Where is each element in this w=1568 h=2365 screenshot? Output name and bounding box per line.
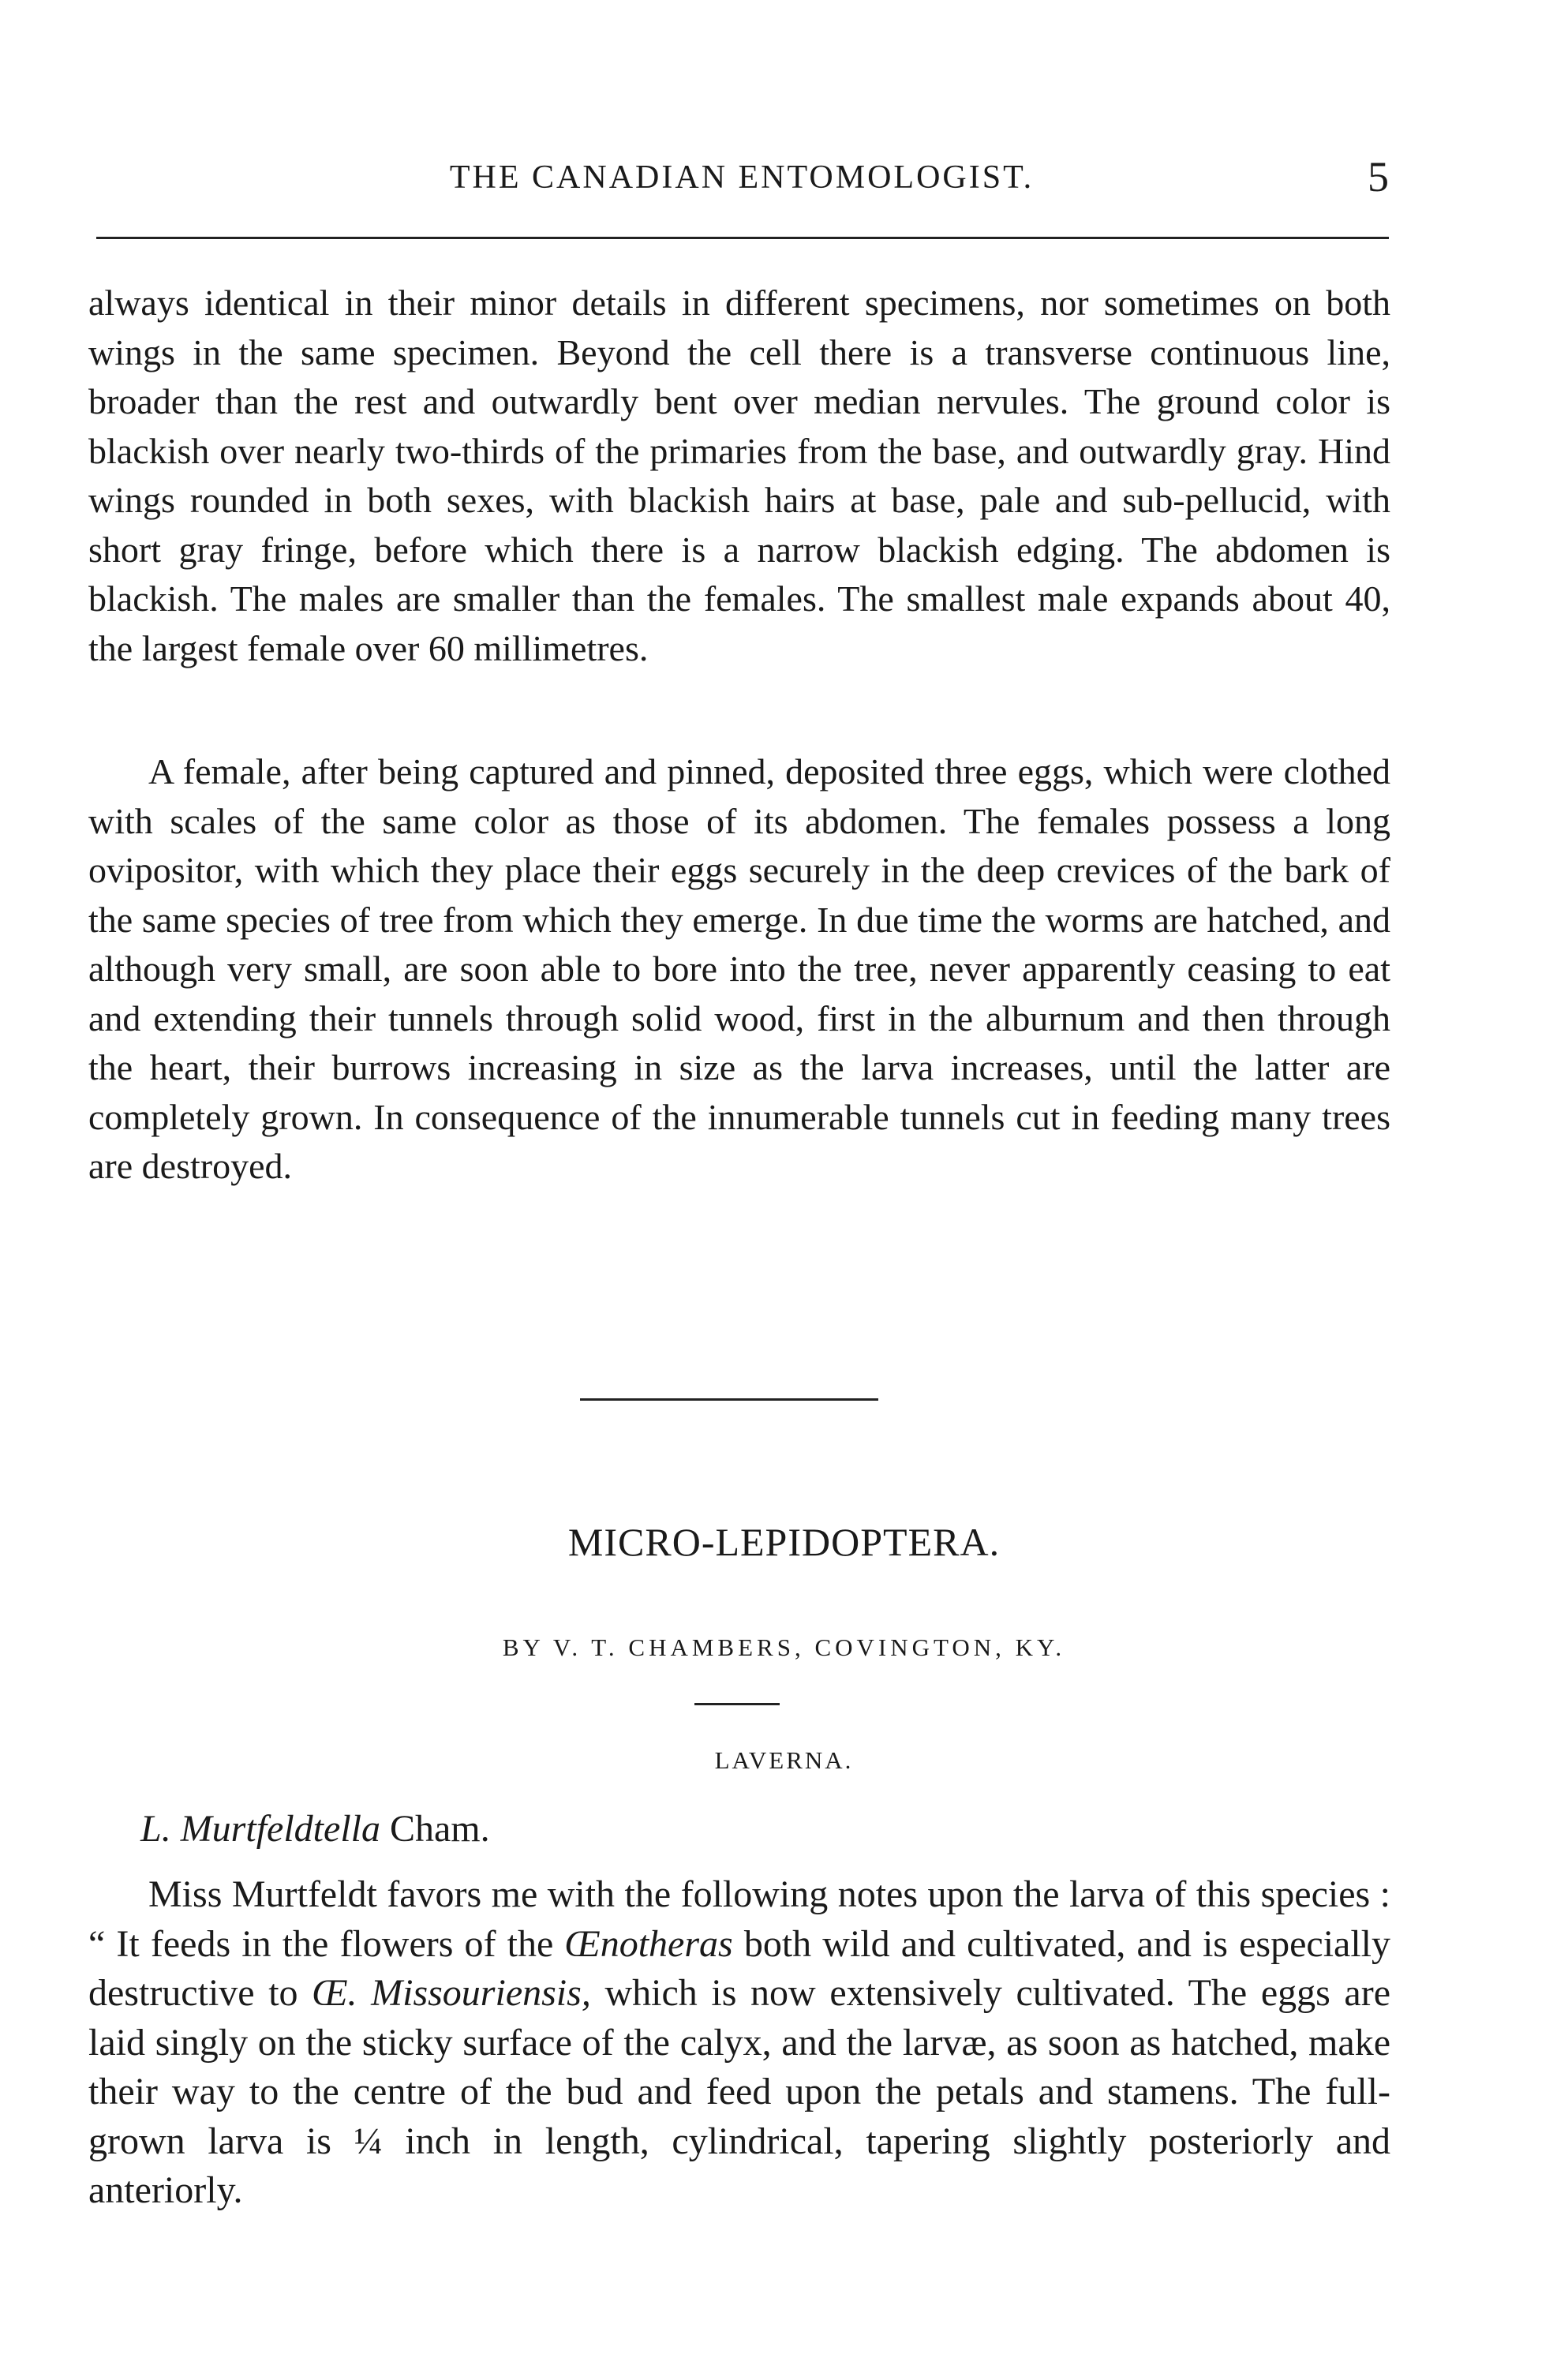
genus-heading: LAVERNA. — [714, 1746, 854, 1774]
p3-part-a: Miss Murtfeldt favors me with the following notes upon the larva of this species : “ It feeds in the flowers of the — [88, 1873, 1390, 1965]
paragraph-continued — [88, 279, 1390, 673]
p3-part-b: both wild and cultivated, and is especially destructive to — [88, 1922, 1391, 2014]
paragraph-murtfeldt-notes — [88, 1870, 1390, 2216]
running-head — [95, 154, 1389, 201]
paragraph-female-eggs — [88, 747, 1390, 1192]
page-number: 5 — [1368, 153, 1389, 200]
species-heading — [140, 1807, 490, 1850]
byline-rule — [694, 1703, 780, 1705]
species-author: Cham. — [380, 1808, 490, 1850]
running-title: THE CANADIAN ENTOMOLOGIST. — [449, 159, 1035, 196]
p3-genus-oenotheras: Œnotheras — [564, 1922, 733, 1965]
section-divider — [580, 1398, 878, 1401]
species-name: L. Murtfeldtella — [140, 1808, 380, 1850]
header-rule — [96, 237, 1389, 239]
p3-species-missouriensis: Œ. Missouriensis, — [312, 1972, 591, 2014]
paragraph-1-text: always identical in their minor details in different specimens, nor sometimes on both wings in the same specimen. Beyond the cell there is a transverse continuous line, broader than the rest and outwardly bent over median nervules. The ground color is blackish over nearly two-thirds of the primaries from the base, and outwardly gray. Hind wings rounded in both sexes, with blackish hairs at base, pale and sub-pellucid, with short gray fringe, before which there is a narrow blackish edging. The abdomen is blackish. The males are smaller than the females. The smallest male expands about 40, the largest female over 60 millimetres. — [88, 283, 1390, 668]
paragraph-2-text: A female, after being captured and pinned, deposited three eggs, which were clothed with scales of the same color as those of its abdomen. The females possess a long ovipositor, with which they place their eggs securely in the deep crevices of the bark of the same species of tree from which they emerge. In due time the worms are hatched, and although very small, are soon able to bore into the tree, never apparently ceasing to eat and extending their tunnels through solid wood, first in the alburnum and then through the heart, their burrows increasing in size as the larva increases, until the latter are completely grown. In consequence of the innumerable tunnels cut in feeding many trees are destroyed. — [88, 751, 1390, 1186]
article-byline: BY V. T. CHAMBERS, COVINGTON, KY. — [502, 1633, 1066, 1661]
article-title: MICRO-LEPIDOPTERA. — [567, 1520, 1001, 1564]
p3-part-c: which is now extensively cultivated. The eggs are laid singly on the sticky surface of the calyx, and the larvæ, as soon as hatched, make their way to the centre of the bud and feed upon the petals and stamens. The full-grown larva is ¼ inch in length, cylindrical, tapering slightly posteriorly and anteriorly. — [88, 1972, 1391, 2211]
paragraph-3-text — [88, 1870, 1390, 2216]
